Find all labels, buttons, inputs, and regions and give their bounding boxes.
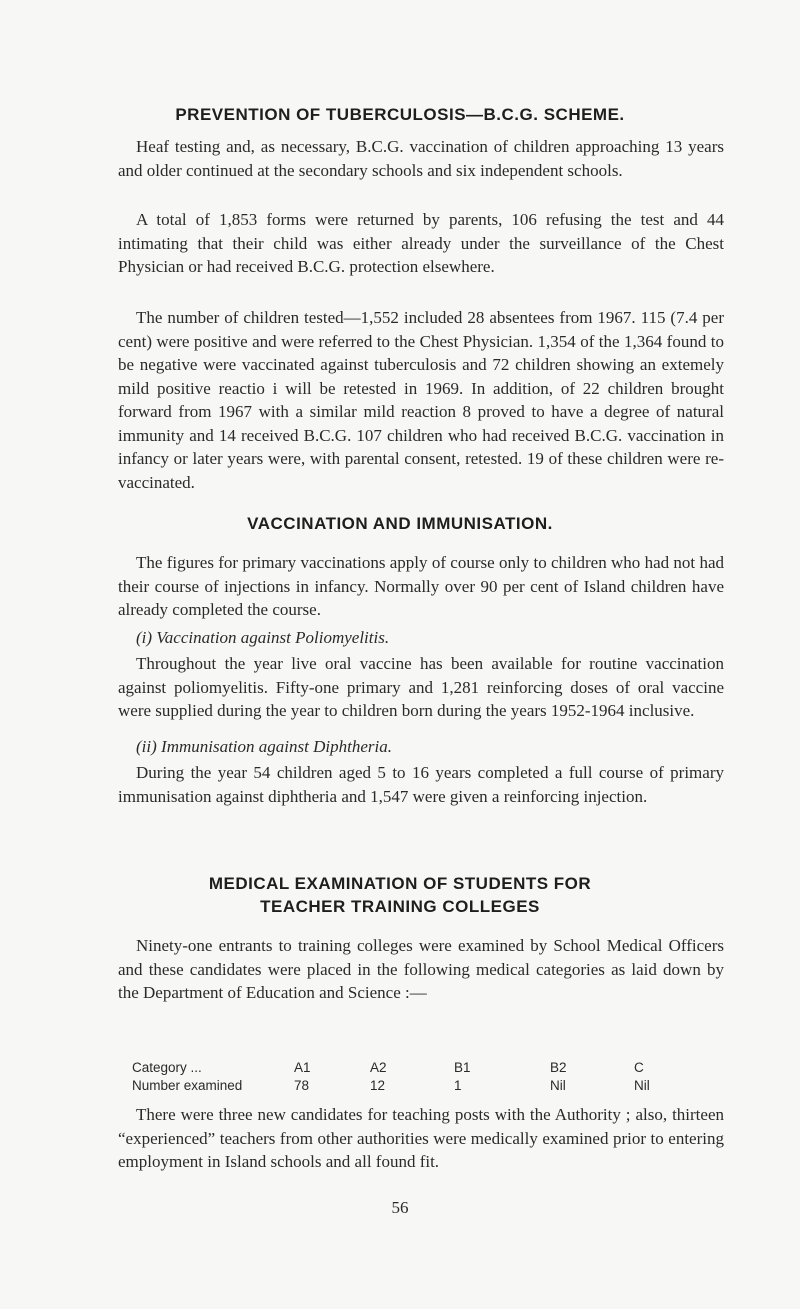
number-row [132, 1077, 674, 1095]
bcg-paragraph-1: Heaf testing and, as necessary, B.C.G. vaccination of children approaching 13 years and older continued at the secondary schools and six independent schools. [118, 137, 724, 180]
number-cell: 12 [370, 1078, 386, 1093]
category-cell: A2 [370, 1060, 387, 1075]
category-cell: B1 [454, 1060, 471, 1075]
category-cell: A1 [294, 1060, 311, 1075]
category-cell: B2 [550, 1060, 567, 1075]
number-label: Number examined [132, 1078, 243, 1093]
category-table [132, 1059, 674, 1095]
polio-number: (i) [136, 628, 153, 647]
diphtheria-subheading [118, 735, 724, 758]
diphtheria-title: Immunisation against Diphtheria. [161, 737, 392, 756]
polio-subheading [118, 626, 724, 649]
number-cell: 1 [454, 1078, 462, 1093]
bcg-paragraph-3: The number of children tested—1,552 included 28 absentees from 1967. 115 (7.4 per cent) were positive and were referred to the Chest Physician. 1,354 of the 1,364 found to be negative were vaccinated against tuberculosis and 72 children showing an extemely mild positive reactio i will be retested in 1969. In addition, of 22 children brought forward from 1967 with a similar mild reaction 8 proved to have a degree of natural immunity and 14 received B.C.G. 107 children who had received B.C.G. vaccination in infancy or later years were, with parental consent, retested. 19 of these children were re-vaccinated. [118, 308, 724, 492]
number-cell: Nil [550, 1078, 566, 1093]
polio-text: Throughout the year live oral vaccine has been available for routine vaccination against poliomyelitis. Fifty-one primary and 1,281 reinforcing doses of oral vaccine were supplied during the year to children born during the years 1952-1964 inclusive. [118, 654, 724, 720]
medical-heading-line-2: TEACHER TRAINING COLLEGES [260, 897, 540, 916]
category-label: Category ... [132, 1060, 202, 1075]
diphtheria-number: (ii) [136, 737, 157, 756]
diphtheria-text: During the year 54 children aged 5 to 16 years completed a full course of primary immunisation against diphtheria and 1,547 were given a reinforcing injection. [118, 763, 724, 806]
vaccination-heading: VACCINATION AND IMMUNISATION. [247, 514, 553, 533]
medical-heading-line-1: MEDICAL EXAMINATION OF STUDENTS FOR [208, 874, 592, 893]
category-row [132, 1059, 674, 1077]
page-number: 56 [391, 1198, 409, 1217]
bcg-paragraph-2: A total of 1,853 forms were returned by parents, 106 refusing the test and 44 intimating that their child was either already under the surveillance of the Chest Physician or had received B.C.G. protection elsewhere. [118, 210, 724, 276]
polio-title: Vaccination against Poliomyelitis. [156, 628, 390, 647]
number-cell: Nil [634, 1078, 650, 1093]
medical-intro: Ninety-one entrants to training colleges were examined by School Medical Officers and these candidates were placed in the following medical categories as laid down by the Department of Education and Science :— [118, 936, 724, 1002]
number-cell: 78 [294, 1078, 310, 1093]
medical-closing: There were three new candidates for teaching posts with the Authority ; also, thirteen “experienced” teachers from other authorities were medically examined prior to entering employment in Island schools and all found fit. [118, 1105, 724, 1171]
vaccination-intro: The figures for primary vaccinations apply of course only to children who had not had their course of injections in infancy. Normally over 90 per cent of Island children have already completed the course. [118, 553, 724, 619]
category-cell: C [634, 1060, 644, 1075]
bcg-heading: PREVENTION OF TUBERCULOSIS—B.C.G. SCHEME. [175, 105, 625, 124]
